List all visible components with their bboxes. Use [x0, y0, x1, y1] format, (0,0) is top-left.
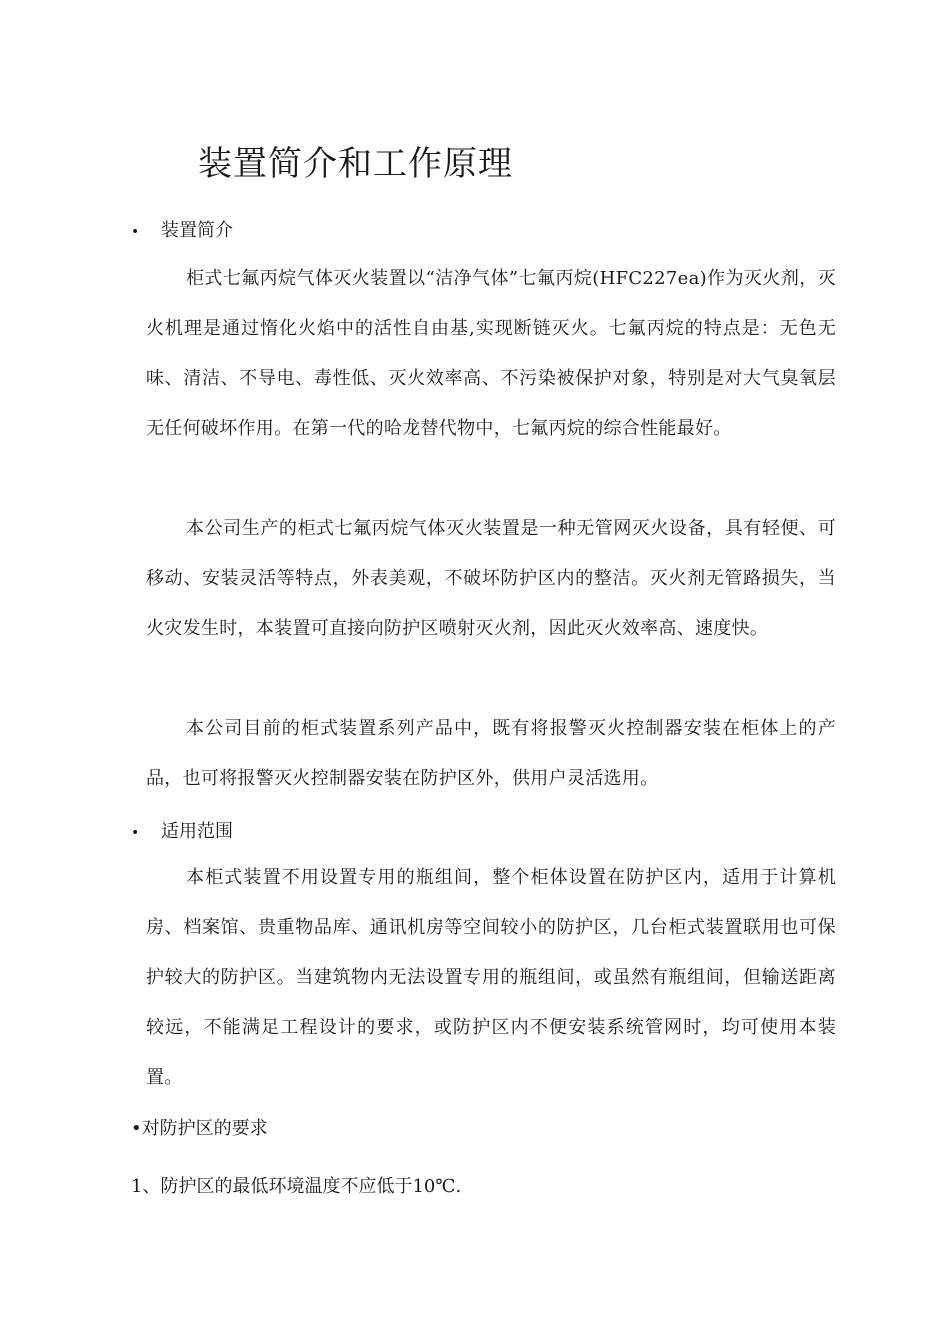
bullet-icon: • [131, 224, 140, 240]
section-heading-label: 装置简介 [161, 220, 233, 241]
paragraph: 本柜式装置不用设置专用的瓶组间，整个柜体设置在防护区内，适用于计算机房、档案馆、贵重物品库、通讯机房等空间较小的防护区，几台柜式装置联用也可保护较大的防护区。当建筑物内无法设置专用的瓶组间，或虽然有瓶组间，但输送距离较远，不能满足工程设计的要求，或防护区内不便安装系统管网时，均可使用本装置。 [146, 867, 836, 1088]
paragraph: 柜式七氟丙烷气体灭火装置以“洁净气体”七氟丙烷(HFC227ea)作为灭火剂，灭火机理是通过惰化火焰中的活性自由基,实现断链灭火。七氟丙烷的特点是：无色无味、清洁、不导电、毒性低、灭火效率高、不污染被保护对象，特别是对大气臭氧层无任何破坏作用。在第一代的哈龙替代物中，七氟丙烷的综合性能最好。 [146, 268, 836, 439]
page-title: 装置简介和工作原理 [198, 144, 513, 184]
section-heading-label: 适用范围 [161, 821, 233, 842]
section-heading-scope [131, 817, 233, 843]
bullet-icon: • [131, 825, 140, 841]
paragraph: 本公司目前的柜式装置系列产品中，既有将报警灭火控制器安装在柜体上的产品，也可将报警灭火控制器安装在防护区外，供用户灵活选用。 [146, 718, 836, 789]
paragraph: 本公司生产的柜式七氟丙烷气体灭火装置是一种无管网灭火设备，具有轻便、可移动、安装灵活等特点，外表美观，不破坏防护区内的整洁。灭火剂无管路损失，当火灾发生时，本装置可直接向防护区喷射灭火剂，因此灭火效率高、速度快。 [146, 518, 836, 639]
list-item: 1、防护区的最低环境温度不应低于10℃. [131, 1176, 462, 1197]
section-heading-requirements: •对防护区的要求 [131, 1118, 268, 1139]
section-heading-intro [131, 216, 233, 242]
